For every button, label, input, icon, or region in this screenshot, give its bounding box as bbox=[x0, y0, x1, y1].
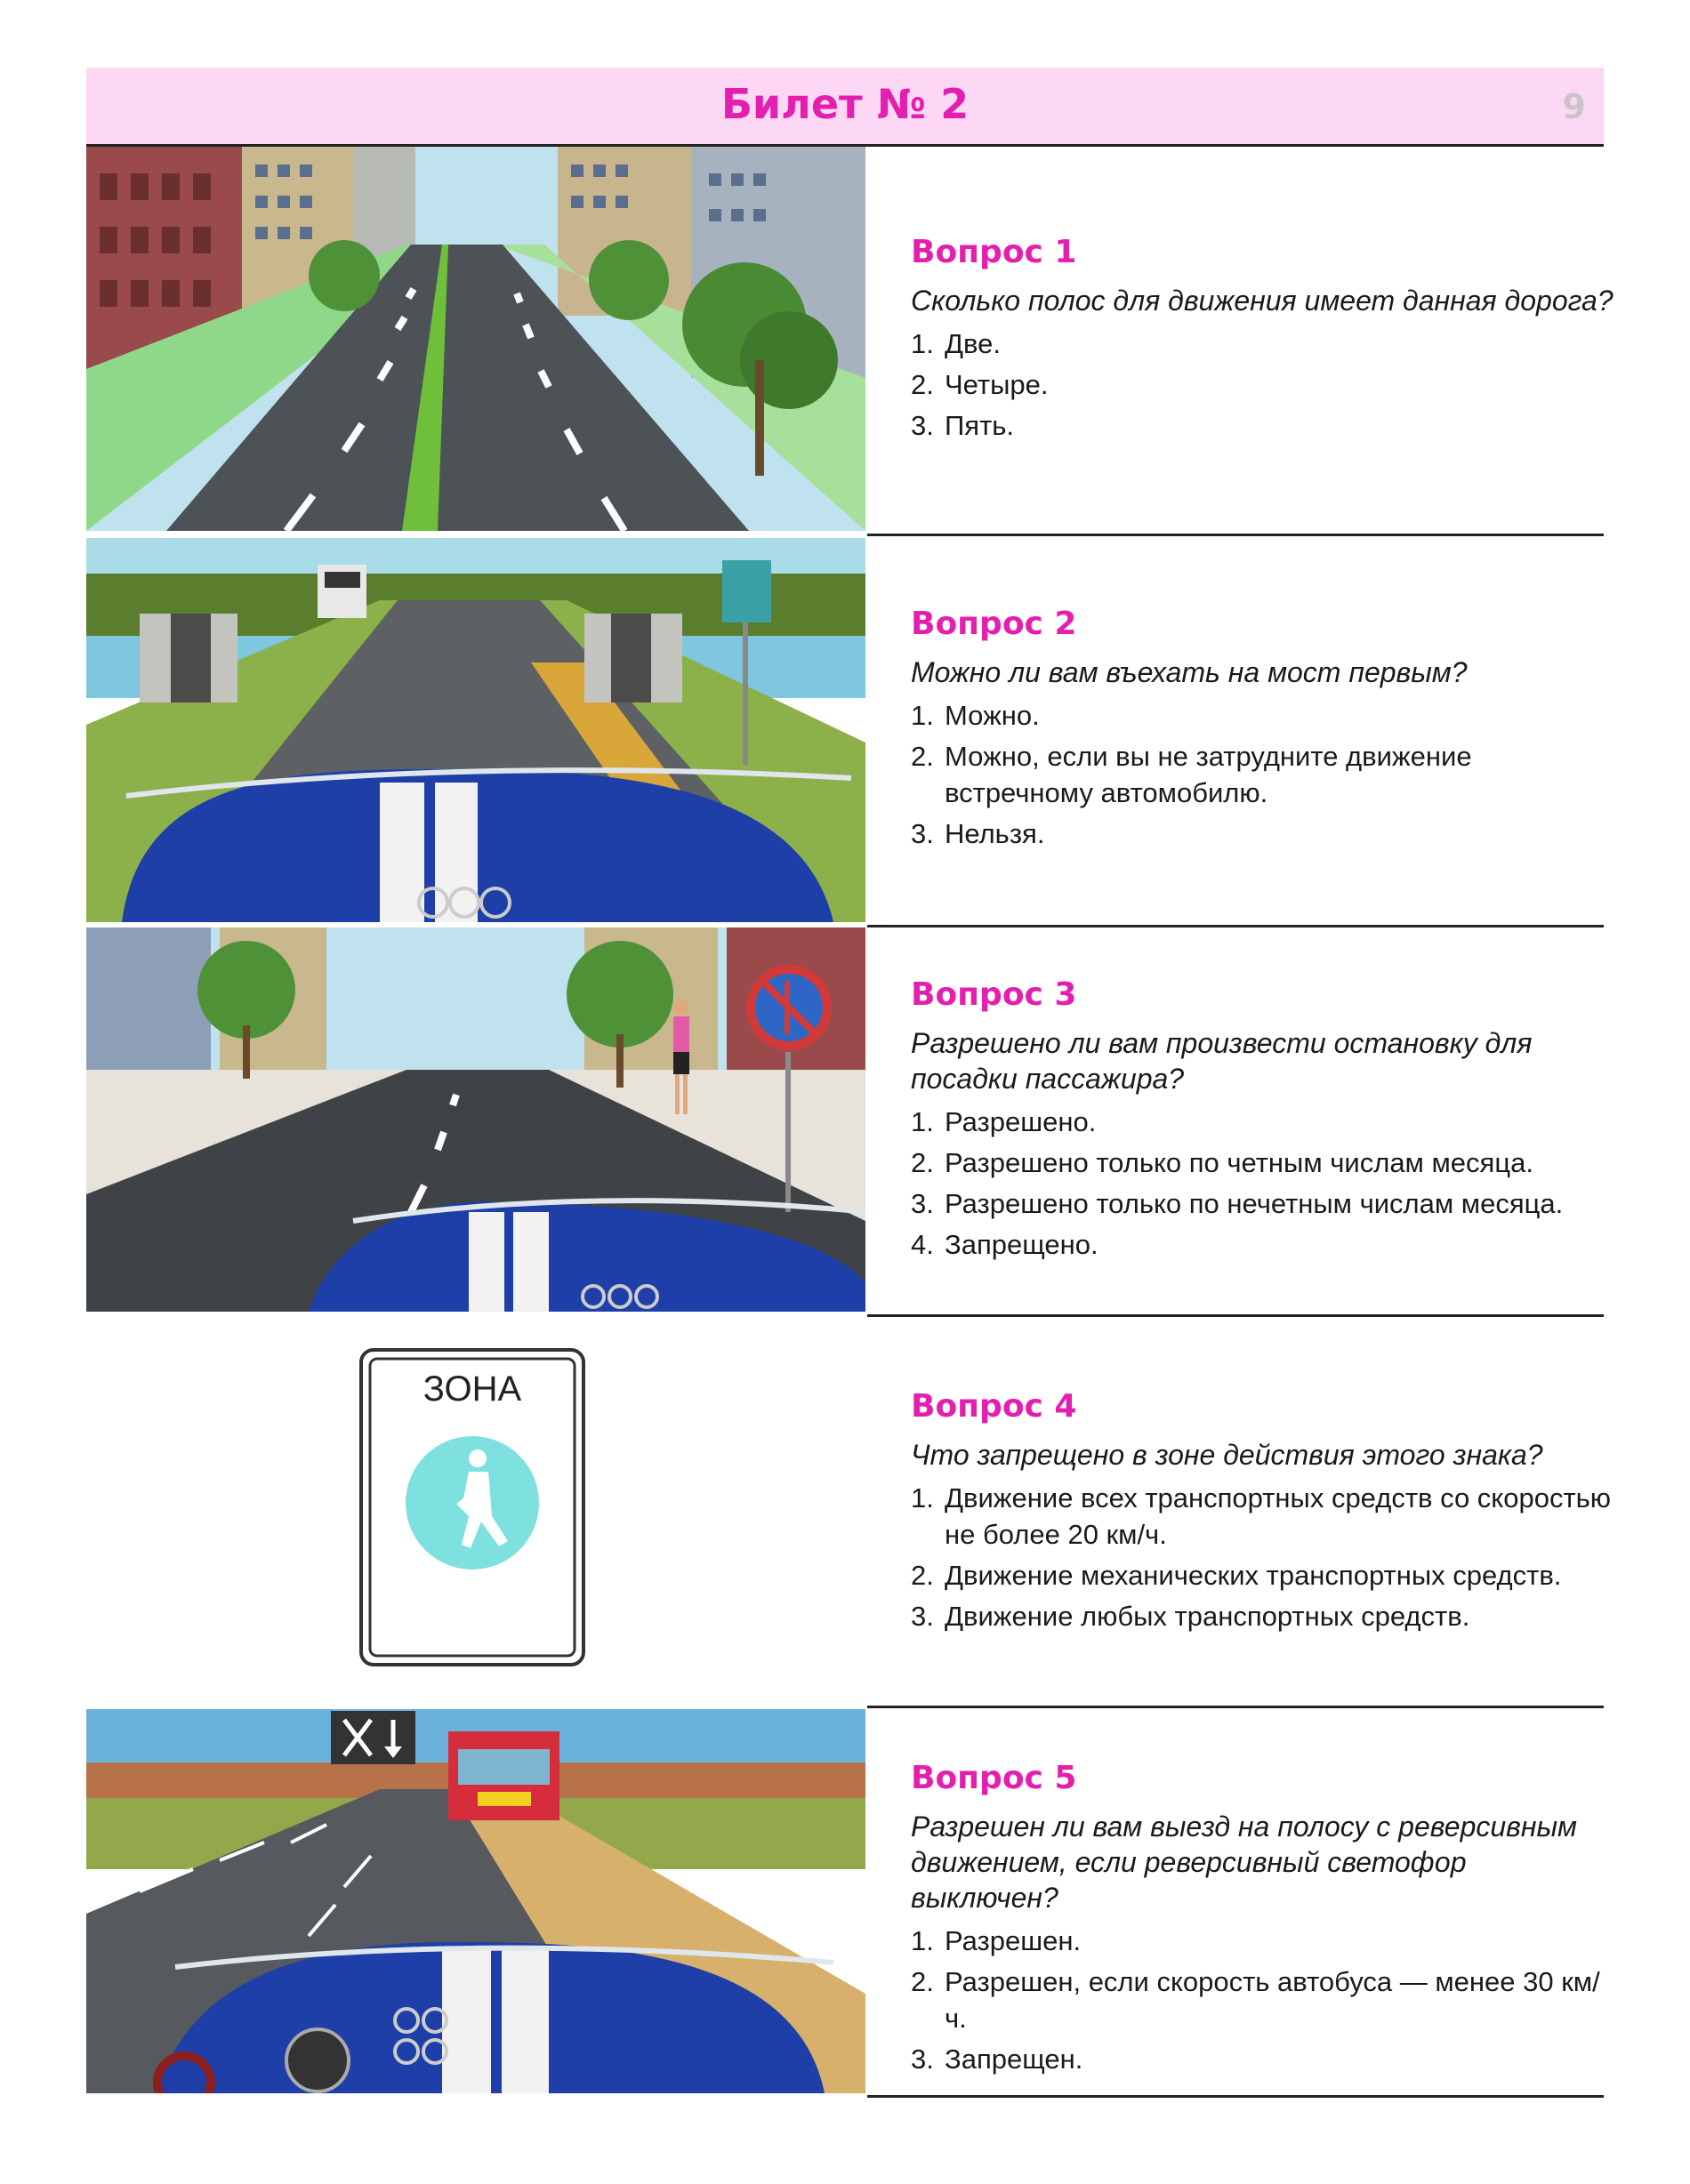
question-1-illustration bbox=[86, 147, 865, 531]
question-divider bbox=[867, 1314, 1604, 1317]
question-3 bbox=[911, 976, 1614, 1267]
answer-option[interactable]: 3. Разрешено только по нечетным числам месяца. bbox=[911, 1188, 1564, 1219]
answer-option[interactable]: 4. Запрещено. bbox=[911, 1229, 1098, 1260]
answer-option[interactable]: 2. Можно, если вы не затрудните движение встречному автомобилю. bbox=[911, 741, 1472, 808]
answer-option[interactable]: 1. Можно. bbox=[911, 700, 1040, 731]
question-text: Разрешено ли вам произвести остановку для посадки пассажира? bbox=[911, 1027, 1533, 1095]
zone-pedestrian-sign bbox=[358, 1347, 586, 1667]
ticket-header bbox=[86, 68, 1604, 147]
answer-option[interactable]: 2. Четыре. bbox=[911, 369, 1049, 400]
answer-option[interactable]: 2. Разрешен, если скорость автобуса — менее 30 км/ч. bbox=[911, 1966, 1600, 2034]
answer-list bbox=[911, 325, 1614, 444]
answer-list bbox=[911, 1104, 1614, 1263]
answer-option[interactable]: 1. Движение всех транспортных средств со скоростью не более 20 км/ч. bbox=[911, 1482, 1612, 1550]
question-divider bbox=[867, 1706, 1604, 1708]
answer-option[interactable]: 1. Две. bbox=[911, 328, 1001, 359]
question-divider bbox=[867, 925, 1604, 927]
question-text: Можно ли вам въехать на мост первым? bbox=[911, 656, 1468, 688]
question-text: Что запрещено в зоне действия этого знака? bbox=[911, 1439, 1543, 1471]
answer-list bbox=[911, 697, 1614, 852]
question-5-illustration bbox=[86, 1709, 865, 2093]
page-number: 9 bbox=[1562, 87, 1586, 126]
answer-list bbox=[911, 1480, 1614, 1634]
question-title: Вопрос 3 bbox=[911, 976, 1077, 1013]
question-text: Разрешен ли вам выезд на полосу с реверсивным движением, если реверсивный светофор выключен? bbox=[911, 1811, 1577, 1914]
question-title: Вопрос 1 bbox=[911, 234, 1077, 270]
answer-option[interactable]: 1. Разрешено. bbox=[911, 1106, 1097, 1137]
question-2-illustration bbox=[86, 538, 865, 922]
question-divider bbox=[867, 534, 1604, 536]
answer-option[interactable]: 2. Разрешено только по четным числам месяца. bbox=[911, 1147, 1533, 1178]
question-text: Сколько полос для движения имеет данная дорога? bbox=[911, 285, 1614, 317]
question-3-illustration bbox=[86, 927, 865, 1312]
answer-option[interactable]: 2. Движение механических транспортных средств. bbox=[911, 1560, 1562, 1591]
question-5 bbox=[911, 1759, 1614, 2082]
ticket-title: Билет № 2 bbox=[720, 80, 970, 128]
answer-option[interactable]: 3. Запрещен. bbox=[911, 2043, 1083, 2075]
question-4 bbox=[911, 1387, 1614, 1639]
question-divider bbox=[867, 2095, 1604, 2098]
question-title: Вопрос 2 bbox=[911, 606, 1077, 642]
sign-zone-label: ЗОНА bbox=[422, 1369, 522, 1409]
question-title: Вопрос 5 bbox=[911, 1760, 1077, 1796]
question-2 bbox=[911, 605, 1614, 856]
question-1 bbox=[911, 233, 1614, 448]
answer-option[interactable]: 1. Разрешен. bbox=[911, 1925, 1082, 1956]
answer-list bbox=[911, 1923, 1614, 2077]
answer-option[interactable]: 3. Нельзя. bbox=[911, 818, 1045, 849]
answer-option[interactable]: 3. Движение любых транспортных средств. bbox=[911, 1601, 1470, 1632]
question-title: Вопрос 4 bbox=[911, 1388, 1077, 1425]
answer-option[interactable]: 3. Пять. bbox=[911, 410, 1015, 441]
